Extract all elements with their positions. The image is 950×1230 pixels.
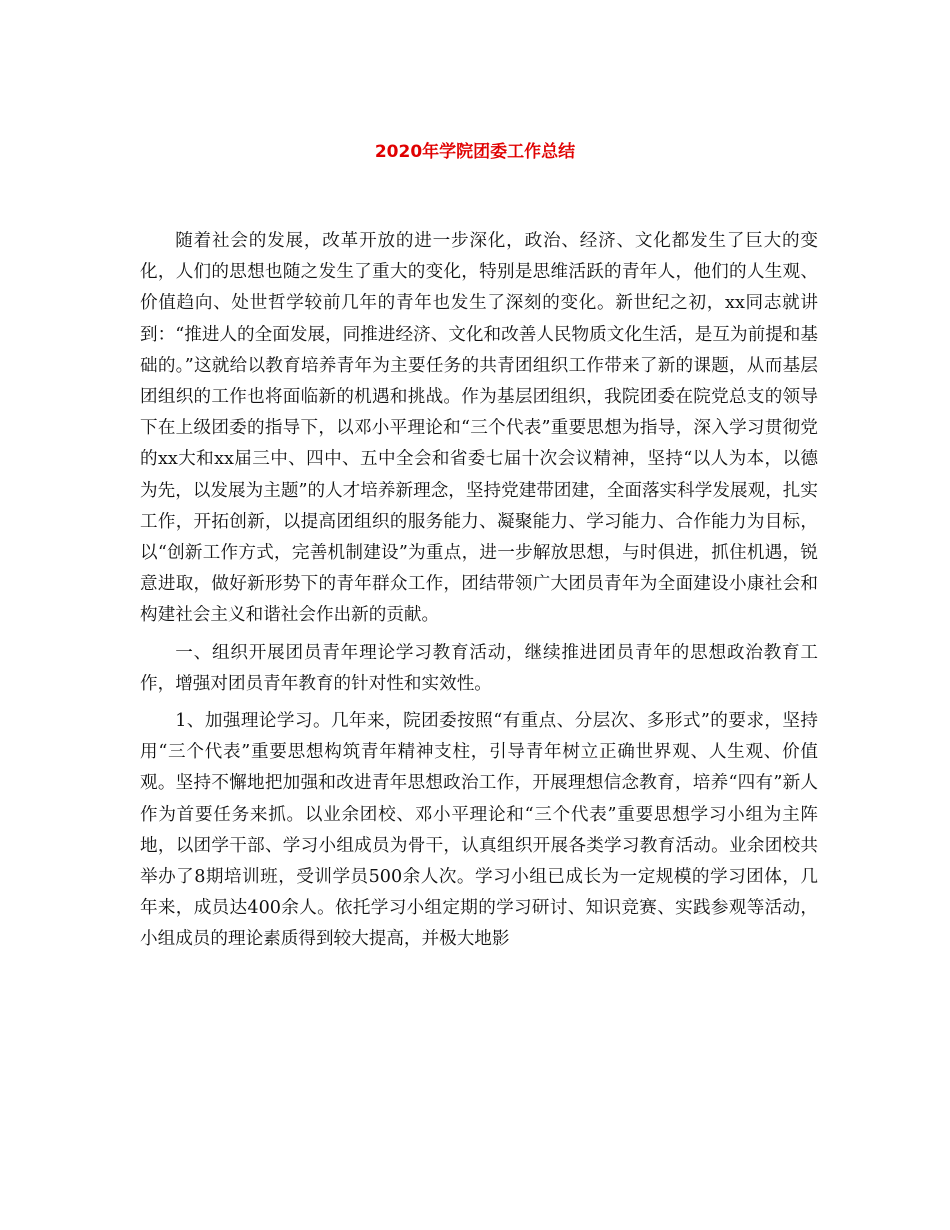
paragraph-intro: 随着社会的发展，改革开放的进一步深化，政治、经济、文化都发生了巨大的变化，人们的思想也随之发生了重大的变化，特别是思维活跃的青年人，他们的人生观、价值趋向、处世哲学较前几年的青年也发生了深刻的变化。新世纪之初，xx同志就讲到：“推进人的全面发展，同推进经济、文化和改善人民物质文化生活，是互为前提和基础的。”这就给以教育培养青年为主要任务的共青团组织工作带来了新的课题，从而基层团组织的工作也将面临新的机遇和挑战。作为基层团组织，我院团委在院党总支的领导下在上级团委的指导下，以邓小平理论和“三个代表”重要思想为指导，深入学习贯彻党的xx大和xx届三中、四中、五中全会和省委七届十次会议精神，坚持“以人为本，以德为先，以发展为主题”的人才培养新理念，坚持党建带团建，全面落实科学发展观，扎实工作，开拓创新，以提高团组织的服务能力、凝聚能力、学习能力、合作能力为目标，以“创新工作方式，完善机制建设”为重点，进一步解放思想，与时俱进，抓住机遇，锐意进取，做好新形势下的青年群众工作，团结带领广大团员青年为全面建设小康社会和构建社会主义和谐社会作出新的贡献。 — [140, 231, 818, 626]
paragraph-section-one: 一、组织开展团员青年理论学习教育活动，继续推进团员青年的思想政治教育工作，增强对团员青年教育的针对性和实效性。 — [140, 642, 818, 694]
document-body — [140, 226, 818, 962]
document-title: 2020年学院团委工作总结 — [374, 142, 576, 162]
paragraph-item-one: 1、加强理论学习。几年来，院团委按照“有重点、分层次、多形式”的要求，坚持用“三个代表”重要思想构筑青年精神支柱，引导青年树立正确世界观、人生观、价值观。坚持不懈地把加强和改进青年思想政治工作，开展理想信念教育，培养“四有”新人作为首要任务来抓。以业余团校、邓小平理论和“三个代表”重要思想学习小组为主阵地，以团学干部、学习小组成员为骨干，认真组织开展各类学习教育活动。业余团校共举办了8期培训班，受训学员500余人次。学习小组已成长为一定规模的学习团体，几年来，成员达400余人。依托学习小组定期的学习研讨、知识竞赛、实践参观等活动，小组成员的理论素质得到较大提高，并极大地影 — [140, 711, 818, 950]
